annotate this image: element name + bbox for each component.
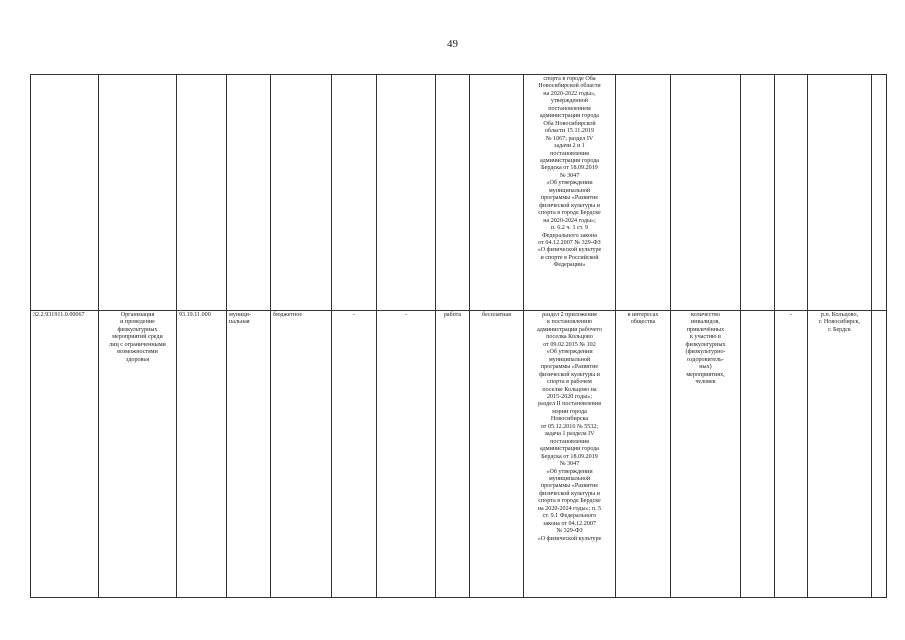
cell-payment: бесплатная: [470, 311, 524, 598]
page-number: 49: [447, 38, 458, 50]
cell-legal-basis: раздел 2 приложения к постановлению администрации рабочего поселка Кольцово от 09.02.2015 № 102 «Об утверждении муниципальной программы «Развитие физической культуры и спорта в рабочем поселке Кольцово на 2015-2020 годы»; раздел II постановления мэрии города Новосибирска от 05.12.2016 № 5532; задача 1 раздела IV постановления администрации города Бердска от 18.09.2019 № 3047 «Об утверждении муниципальной программы «Развитие физической культуры и спорта в городе Бердске на 2020-2024 годы»; п. 5 ст. 9.1 Федерального закона от 04.12.2007 № 329-ФЗ «О физической культуре: [524, 311, 616, 598]
cell-indicator: количество инвалидов, привлечённых к участию в физкультурных (физкультурно- оздоровитель- ных) мероприятиях, человек: [671, 311, 741, 598]
cell-kind: [436, 75, 470, 311]
cell-okved: [177, 75, 227, 311]
cell-okved: 93.19.11.000: [177, 311, 227, 598]
cell-level: [227, 75, 271, 311]
cell-col13: [741, 75, 775, 311]
cell-legal-basis: спорта в городе Оба Новосибирской области на 2020-2022 годы», утвержденной постановлением администрации города Оба Новосибирской области 15.11.2019 № 1067; раздел IV задачи 2 и 1 постановления администрации города Бердска от 18.09.2019 № 3047 «Об утверждении муниципальной программы «Развитие физической культуры и спорта в городе Бердске на 2020-2024 годы»; п. 6.2 ч. 1 ст. 9 Федерального закона от 04.12.2007 № 329-ФЗ «О физической культуре и спорте в Российской Федерации»: [524, 75, 616, 311]
services-table: [30, 74, 887, 598]
cell-consumers: [616, 75, 671, 311]
table-row-continuation: [31, 75, 887, 311]
cell-col7: [377, 75, 436, 311]
cell-col14: -: [775, 311, 808, 598]
cell-col16: [872, 311, 887, 598]
cell-institution-type: [271, 75, 332, 311]
cell-col6: [332, 75, 377, 311]
cell-level: муници- пальная: [227, 311, 271, 598]
table-row-main: [31, 311, 887, 598]
cell-col7: -: [377, 311, 436, 598]
cell-code: 32.2.931911.0.00067: [31, 311, 99, 598]
cell-institution-type: бюджетное: [271, 311, 332, 598]
cell-col16: [872, 75, 887, 311]
cell-territory: р.п. Кольцово, г. Новосибирск, г. Бердск: [808, 311, 872, 598]
cell-kind: работа: [436, 311, 470, 598]
cell-indicator: [671, 75, 741, 311]
cell-name: [99, 75, 177, 311]
cell-col13: [741, 311, 775, 598]
cell-consumers: в интересах общества: [616, 311, 671, 598]
cell-col6: -: [332, 311, 377, 598]
cell-territory: [808, 75, 872, 311]
cell-name: Организация и проведение физкультурных мероприятий среди лиц с ограниченными возможностями здоровья: [99, 311, 177, 598]
cell-payment: [470, 75, 524, 311]
cell-code: [31, 75, 99, 311]
cell-col14: [775, 75, 808, 311]
